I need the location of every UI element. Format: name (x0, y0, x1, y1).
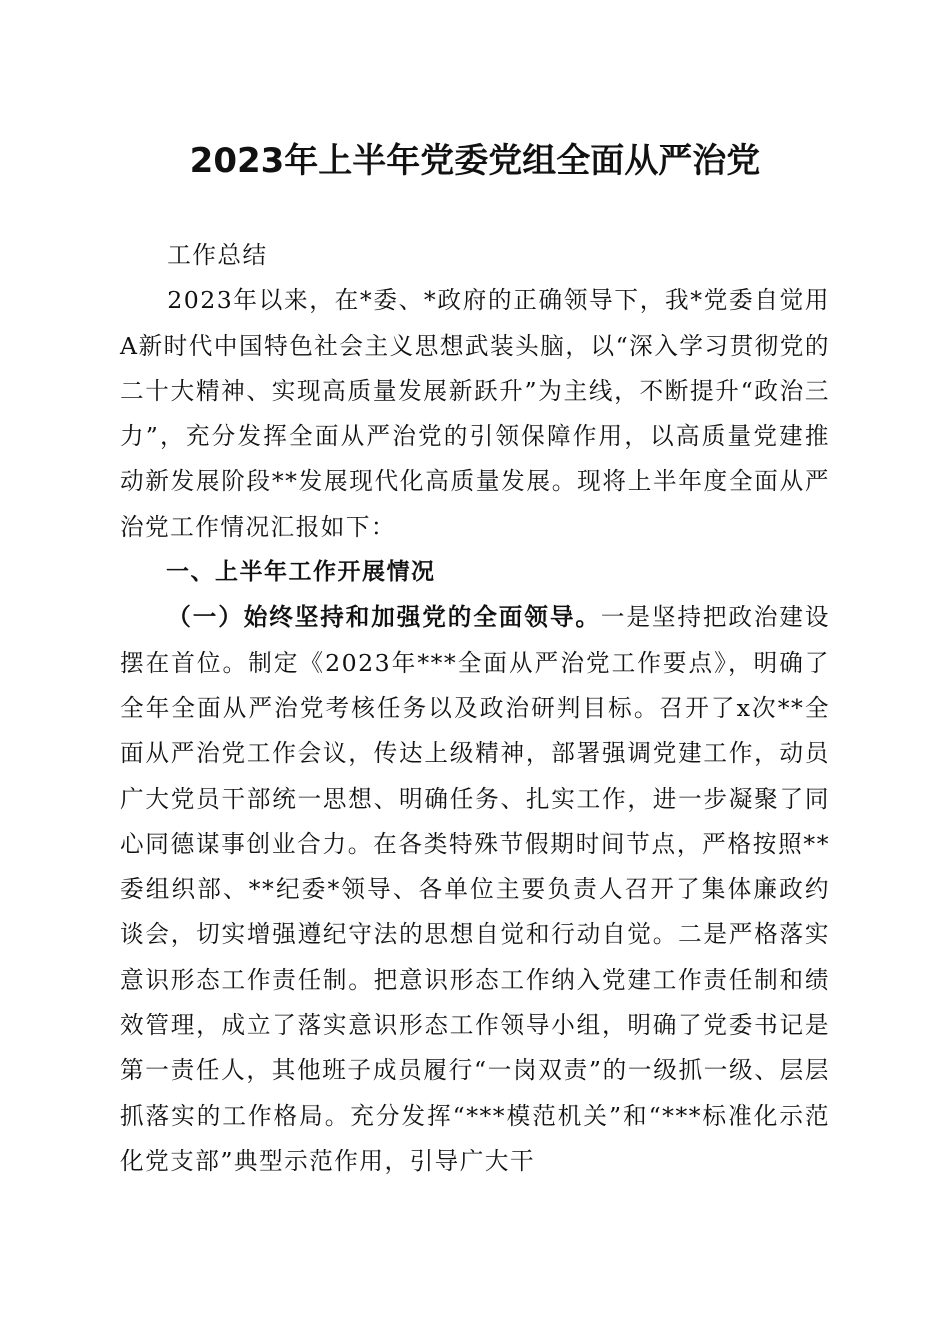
subtitle-paragraph: 工作总结 (167, 241, 268, 269)
subsection-1-lead: （一）始终坚持和加强党的全面领导。 (167, 603, 601, 632)
document-body (120, 233, 830, 1184)
subsection-1-paragraph (120, 595, 830, 1184)
subsection-1-text: 一是坚持把政治建设摆在首位。制定《2023年***全面从严治党工作要点》，明确了全年全面从严治党考核任务以及政治研判目标。召开了x次**全面从严治党工作会议，传达上级精神，部署强调党建工作，动员广大党员干部统一思想、明确任务、扎实工作，进一步凝聚了同心同德谋事创业合力。在各类特殊节假期时间节点，严格按照**委组织部、**纪委*领导、各单位主要负责人召开了集体廉政约谈会，切实增强遵纪守法的思想自觉和行动自觉。二是严格落实意识形态工作责任制。把意识形态工作纳入党建工作责任制和绩效管理，成立了落实意识形态工作领导小组，明确了党委书记是第一责任人，其他班子成员履行“一岗双责”的一级抓一级、层层抓落实的工作格局。充分发挥“***模范机关”和“***标准化示范化党支部”典型示范作用，引导广大干 (120, 603, 831, 1175)
document-title: 2023年上半年党委党组全面从严治党 (189, 141, 761, 181)
intro-paragraph: 2023年以来，在*委、*政府的正确领导下，我*党委自觉用A新时代中国特色社会主义思想武装头脑，以“深入学习贯彻党的二十大精神、实现高质量发展新跃升”为主线，不断提升“政治三力”，充分发挥全面从严治党的引领保障作用，以高质量党建推动新发展阶段**发展现代化高质量发展。现将上半年度全面从严治党工作情况汇报如下： (120, 286, 830, 541)
section-1-heading: 一、上半年工作开展情况 (166, 559, 436, 586)
